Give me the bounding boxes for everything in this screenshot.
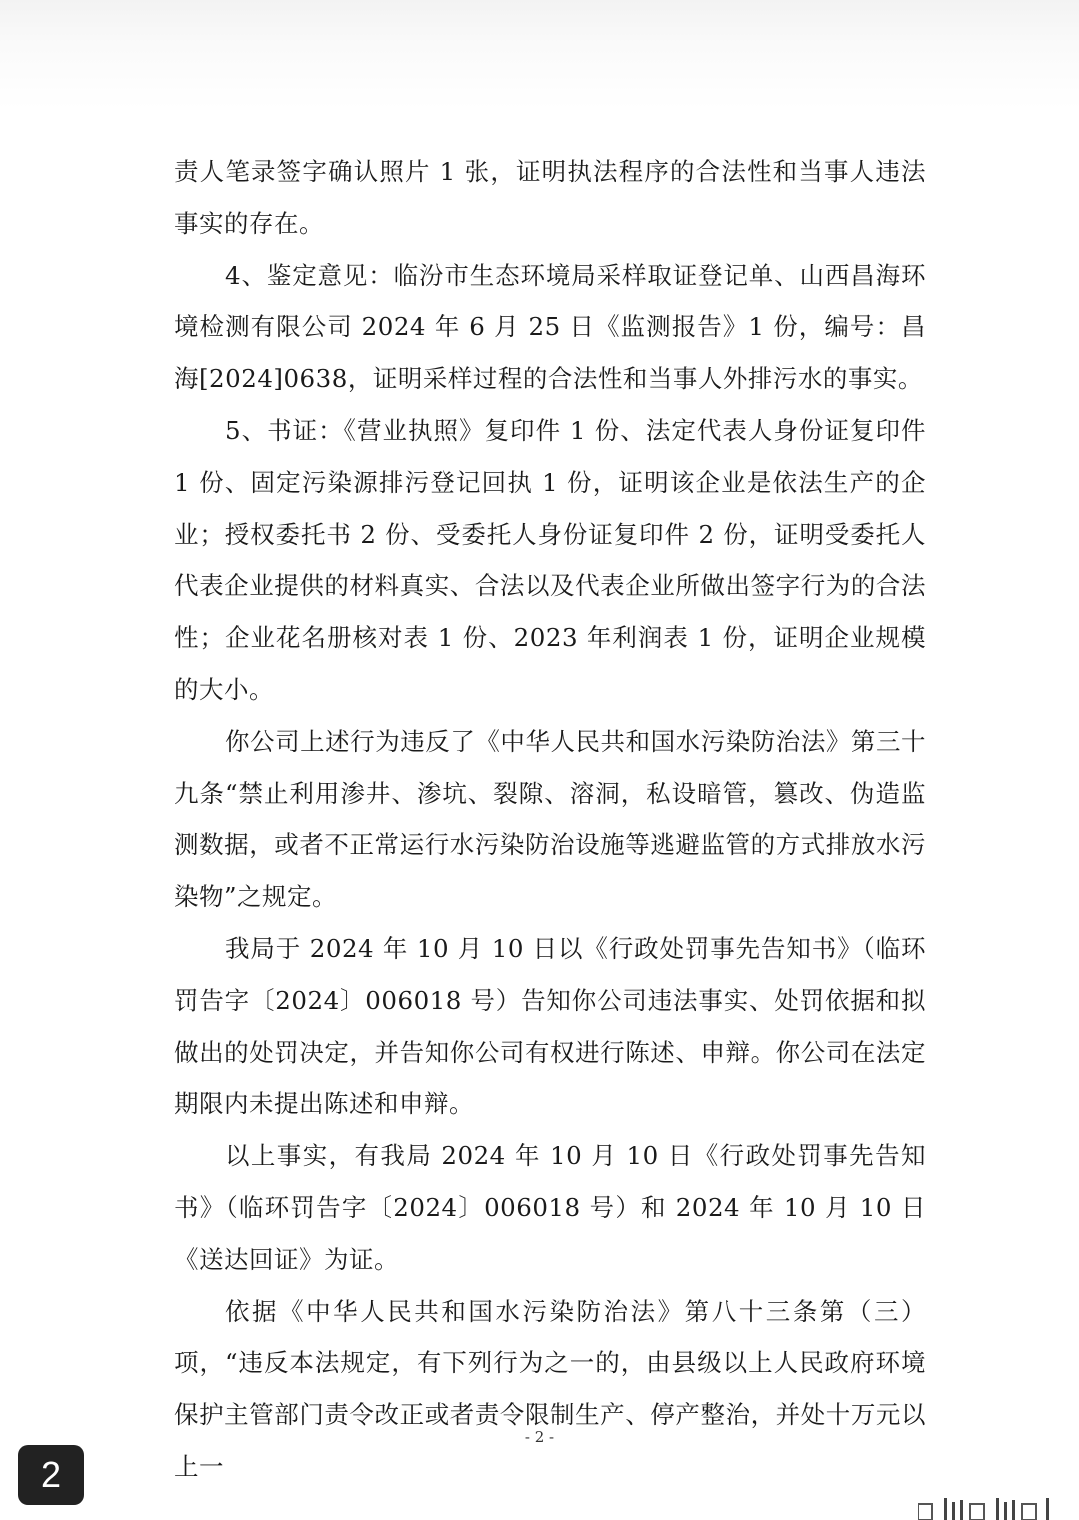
paragraph: 依据《中华人民共和国水污染防治法》第八十三条第（三）项，“违反本法规定，有下列行为之一的，由县级以上人民政府环境保护主管部门责令改正或者责令限制生产、停产整治，并处十万元以上一 xyxy=(174,1296,926,1481)
paragraph: 4、鉴定意见：临汾市生态环境局采样取证登记单、山西昌海环境检测有限公司 2024 年 6 月 25 日《监测报告》1 份，编号：昌海[2024]0638，证明采样过程的合法性和当事人外排污水的事实。 xyxy=(174,260,926,394)
paragraph: 责人笔录签字确认照片 1 张，证明执法程序的合法性和当事人违法事实的存在。 xyxy=(174,157,926,238)
watermark-icon xyxy=(918,1496,1058,1520)
paragraph: 5、书证：《营业执照》复印件 1 份、法定代表人身份证复印件 1 份、固定污染源排污登记回执 1 份，证明该企业是依法生产的企业；授权委托书 2 份、受委托人身份证复印件 2 份，证明受委托人代表企业提供的材料真实、合法以及代表企业所做出签字行为的合法性；企业花名册核对表 1 份、2023 年利润表 1 份，证明企业规模的大小。 xyxy=(174,415,926,704)
photo-index-badge[interactable]: 2 xyxy=(18,1445,84,1505)
document-body xyxy=(174,146,926,1493)
paragraph: 我局于 2024 年 10 月 10 日以《行政处罚事先告知书》（临环罚告字〔2024〕006018 号）告知你公司违法事实、处罚依据和拟做出的处罚决定，并告知你公司有权进行陈述、申辩。你公司在法定期限内未提出陈述和申辩。 xyxy=(174,933,926,1119)
paragraph: 你公司上述行为违反了《中华人民共和国水污染防治法》第三十九条“禁止利用渗井、渗坑、裂隙、溶洞，私设暗管，篡改、伪造监测数据，或者不正常运行水污染防治设施等逃避监管的方式排放水污染物”之规定。 xyxy=(174,726,926,912)
scan-shadow xyxy=(0,0,1079,110)
page-number: - 2 - xyxy=(524,1428,555,1446)
paragraph: 以上事实，有我局 2024 年 10 月 10 日《行政处罚事先告知书》（临环罚告字〔2024〕006018 号）和 2024 年 10 月 10 日《送达回证》为证。 xyxy=(174,1141,926,1274)
